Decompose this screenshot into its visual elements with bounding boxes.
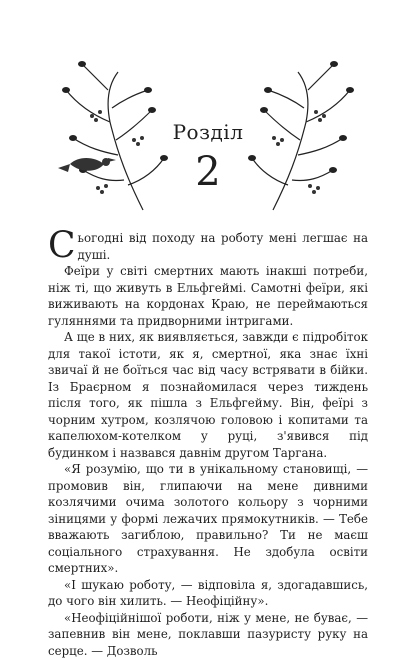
chapter-word: Розділ [158,122,258,142]
chapter-title [158,122,258,194]
drop-cap: С [48,232,76,260]
botanical-ornament-right [248,60,368,220]
paragraph-2: Феїри у світі смертних мають інакші потреби, ніж ті, що живуть в Ельфгеймі. Самотні феїри, які виживають на кордонах Краю, не переймаються гуляннями та придворними інтригами. [48,263,368,329]
paragraph-1 [48,230,368,263]
paragraph-1-text: ьогодні від походу на роботу мені легшає на душі. [78,231,368,262]
paragraph-5: «І шукаю роботу, — відповіла я, здогадавшись, до чого він хилить. — Неофіційну». [48,577,368,610]
chapter-number: 2 [158,150,258,194]
paragraph-3: А ще в них, як виявляється, завжди є підробіток для такої істоти, як я, смертної, яка знає їхні звичаї й не боїться час від часу встрявати в бійки. Із Браєрном я познайомилася через тиждень після того, як пішла з Ельфгейму. Він, феїрі з чорним хутром, козлячою головою і копитами та капелюхом-котелком у руці, з'явився під будинком і назвався давнім другом Таргана. [48,329,368,461]
paragraph-4: «Я розумію, що ти в унікальному становищі, — промовив він, глипаючи на мене дивними козлячими очима золотого кольору з чорними зіницями у формі лежачих прямокутників. — Тебе вважають загиблою, правильно? Ти не маєш соціального страхування. Не здобула освіти смертних». [48,461,368,577]
chapter-header [48,60,368,220]
paragraph-6: «Неофіційнішої роботи, ніж у мене, не буває, — запевнив він мене, поклавши пазуристу руку на серце. — Дозволь [48,610,368,659]
chapter-text [48,230,368,659]
botanical-bird-ornament-left [48,60,168,220]
